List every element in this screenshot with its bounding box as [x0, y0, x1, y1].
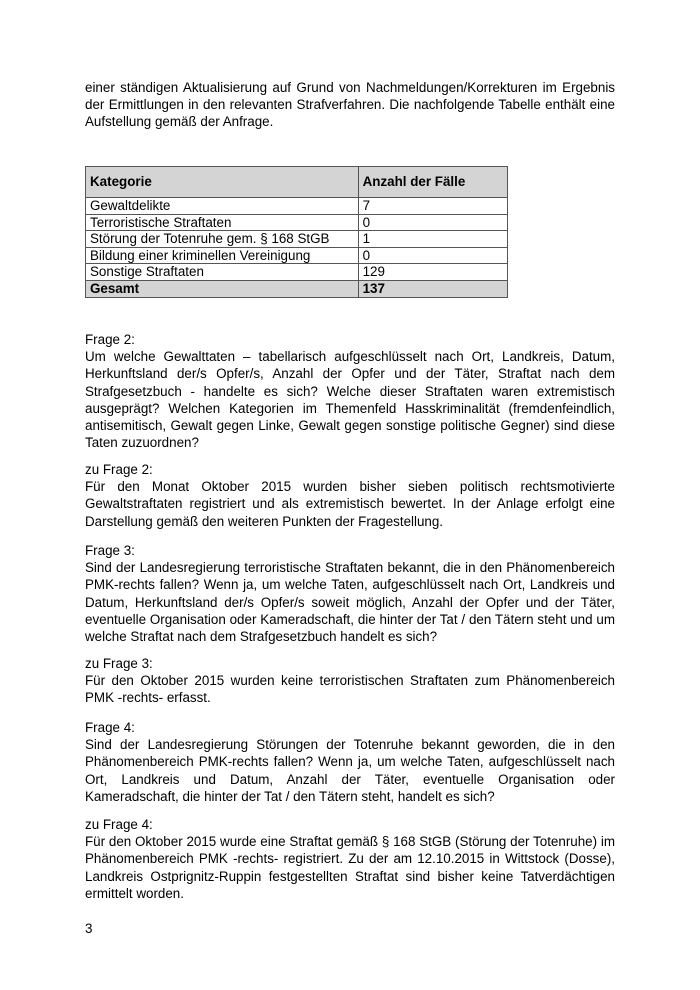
table-row [86, 231, 508, 248]
section-label: Frage 2: [85, 332, 135, 347]
total-label: Gesamt [86, 280, 359, 297]
section-zu-frage-2 [85, 461, 615, 530]
row-count: 1 [358, 231, 507, 248]
section-frage-3 [85, 542, 615, 645]
row-category: Bildung einer kriminellen Vereinigung [86, 247, 359, 264]
section-label: zu Frage 2: [85, 462, 153, 477]
table-row [86, 214, 508, 231]
section-frage-2 [85, 331, 615, 451]
section-frage-4 [85, 719, 615, 805]
page-number: 3 [85, 921, 93, 936]
column-header-kategorie: Kategorie [86, 167, 359, 198]
section-label: zu Frage 4: [85, 817, 153, 832]
section-label: zu Frage 3: [85, 656, 153, 671]
row-count: 0 [358, 247, 507, 264]
table-row [86, 198, 508, 215]
table-header-row [86, 167, 508, 198]
intro-paragraph: einer ständigen Aktualisierung auf Grund von Nachmeldungen/Korrekturen im Ergebnis der Ermittlungen in den relevanten Strafverfahren. Die nachfolgende Tabelle enthält eine Aufstellung gemäß der Anfrage. [85, 80, 615, 130]
section-text: Für den Oktober 2015 wurde eine Straftat gemäß § 168 StGB (Störung der Totenruhe) im Phänomenbereich PMK -rechts- registriert. Zu der am 12.10.2015 in Wittstock (Dosse), Landkreis Ostprignitz-Ruppin festgestellten Straftat sind bisher keine Tatverdächtigen ermittelt worden. [85, 834, 615, 901]
statistics-table [85, 166, 508, 298]
table-row [86, 247, 508, 264]
row-count: 0 [358, 214, 507, 231]
section-label: Frage 4: [85, 720, 135, 735]
table-row [86, 264, 508, 281]
row-count: 129 [358, 264, 507, 281]
row-category: Terroristische Straftaten [86, 214, 359, 231]
section-text: Sind der Landesregierung terroristische Straftaten bekannt, die in den Phänomenbereich PMK-rechts fallen? Wenn ja, um welche Taten, aufgeschlüsselt nach Ort, Landkreis und Datum, Herkunftsland der/s Opfer/s soweit möglich, Anzahl der Opfer und der Täter, eventuelle Organisation oder Kameradschaft, die hinter der Tat / den Tätern steht und um welche Straftat nach dem Strafgesetzbuch handelt es sich? [85, 560, 615, 645]
section-text: Für den Monat Oktober 2015 wurden bisher sieben politisch rechtsmotivierte Gewaltstraftaten registriert und als extremistisch bewertet. In der Anlage erfolgt eine Darstellung gemäß den weiteren Punkten der Fragestellung. [85, 479, 615, 529]
column-header-anzahl: Anzahl der Fälle [358, 167, 507, 198]
table-total-row [86, 280, 508, 297]
row-count: 7 [358, 198, 507, 215]
section-text: Für den Oktober 2015 wurden keine terroristischen Straftaten zum Phänomenbereich PMK -rechts- erfasst. [85, 673, 615, 706]
section-zu-frage-3 [85, 655, 615, 707]
row-category: Sonstige Straftaten [86, 264, 359, 281]
section-text: Sind der Landesregierung Störungen der Totenruhe bekannt geworden, die in den Phänomenbereich PMK-rechts fallen? Wenn ja, um welche Taten, aufgeschlüsselt nach Ort, Landkreis und Datum, Anzahl der Täter, eventuelle Organisation oder Kameradschaft, die hinter der Tat / den Tätern steht, handelt es sich? [85, 737, 615, 804]
row-category: Störung der Totenruhe gem. § 168 StGB [86, 231, 359, 248]
section-text: Um welche Gewalttaten – tabellarisch aufgeschlüsselt nach Ort, Landkreis, Datum, Herkunftsland der/s Opfer/s, Anzahl der Opfer und der Täter, Straftat nach dem Strafgesetzbuch - handelte es sich? Welche dieser Straftaten waren extremistisch ausgeprägt? Welchen Kategorien im Themenfeld Hasskriminalität (fremdenfeindlich, antisemitisch, Gewalt gegen Linke, Gewalt gegen sonstige politische Gegner) sind diese Taten zuzuordnen? [85, 349, 615, 451]
row-category: Gewaltdelikte [86, 198, 359, 215]
section-zu-frage-4 [85, 816, 615, 902]
total-count: 137 [358, 280, 507, 297]
section-label: Frage 3: [85, 543, 135, 558]
